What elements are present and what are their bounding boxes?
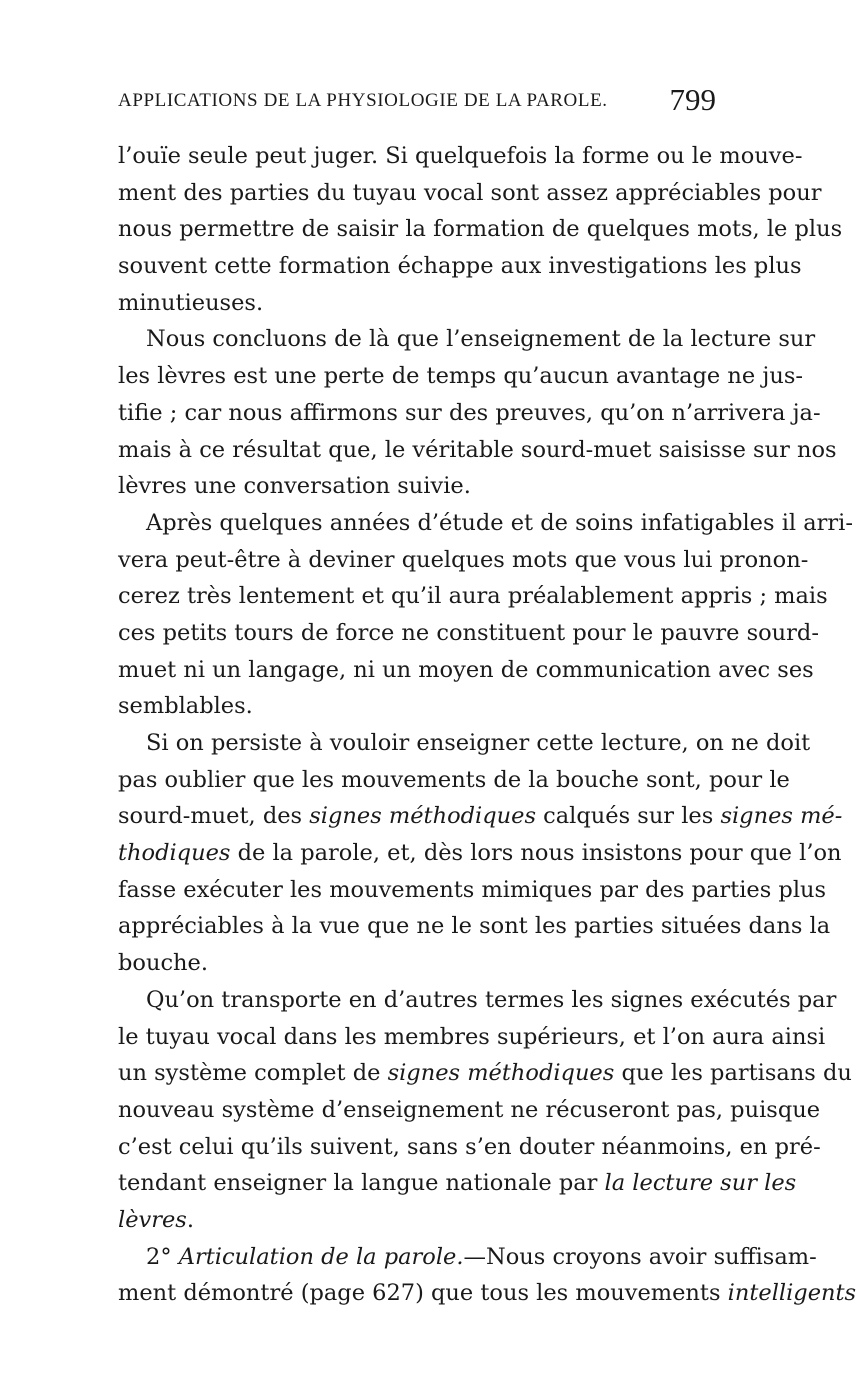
text-line: lèvres une conversation suivie.: [118, 473, 471, 500]
text-line: le tuyau vocal dans les membres supérieurs, et l’on aura ainsi: [118, 1023, 826, 1050]
text-line: nouveau système d’enseignement ne récuseront pas, puisque: [118, 1096, 821, 1123]
text-line: cerez très lentement et qu’il aura préalablement appris ; mais: [118, 583, 828, 610]
running-title: APPLICATIONS DE LA PHYSIOLOGIE DE LA PAROLE.: [118, 90, 608, 111]
text-line: l’ouïe seule peut juger. Si quelquefois la forme ou le mouve-: [118, 143, 803, 169]
running-head: [118, 82, 716, 126]
text-line: pas oublier que les mouvements de la bouche sont, pour le: [118, 766, 790, 793]
text-line: souvent cette formation échappe aux investigations les plus: [118, 253, 802, 280]
text-line: fasse exécuter les mouvements mimiques par des parties plus: [118, 876, 827, 903]
text-line: ment démontré (page 627) que tous les mouvements intelligents: [118, 1280, 856, 1307]
text-line: Qu’on transporte en d’autres termes les signes exécutés par: [146, 986, 837, 1013]
text-line: vera peut-être à deviner quelques mots que vous lui pronon-: [118, 546, 809, 573]
text-line: mais à ce résultat que, le véritable sourd-muet saisisse sur nos: [118, 436, 837, 463]
text-line: c’est celui qu’ils suivent, sans s’en douter néanmoins, en pré-: [118, 1133, 821, 1160]
text-line: ment des parties du tuyau vocal sont assez appréciables pour: [118, 179, 822, 206]
text-line: Nous concluons de là que l’enseignement de la lecture sur: [146, 326, 816, 353]
text-line: Si on persiste à vouloir enseigner cette lecture, on ne doit: [146, 730, 811, 756]
text-line: lèvres.: [118, 1206, 194, 1233]
body-text: [118, 138, 856, 1312]
text-line: minutieuses.: [118, 289, 264, 316]
text-line: thodiques de la parole, et, dès lors nous insistons pour que l’on: [118, 840, 842, 867]
text-line: muet ni un langage, ni un moyen de communication avec ses: [118, 656, 814, 683]
text-line: 2° Articulation de la parole.—Nous croyons avoir suffisam-: [146, 1243, 817, 1270]
text-line: tendant enseigner la langue nationale par la lecture sur les: [118, 1170, 797, 1197]
text-line: appréciables à la vue que ne le sont les parties situées dans la: [118, 913, 831, 940]
text-line: sourd-muet, des signes méthodiques calqués sur les signes mé-: [118, 803, 843, 830]
text-line: ces petits tours de force ne constituent pour le pauvre sourd-: [118, 619, 819, 646]
text-line: un système complet de signes méthodiques que les partisans du: [118, 1060, 852, 1087]
text-line: les lèvres est une perte de temps qu’aucun avantage ne jus-: [118, 363, 803, 390]
text-line: semblables.: [118, 693, 253, 720]
text-line: Après quelques années d’étude et de soins infatigables il arri-: [146, 509, 853, 536]
text-line: tifie ; car nous affirmons sur des preuves, qu’on n’arrivera ja-: [118, 399, 821, 426]
text-line: bouche.: [118, 950, 208, 977]
page-number: 799: [669, 82, 716, 117]
text-line: nous permettre de saisir la formation de quelques mots, le plus: [118, 216, 843, 243]
